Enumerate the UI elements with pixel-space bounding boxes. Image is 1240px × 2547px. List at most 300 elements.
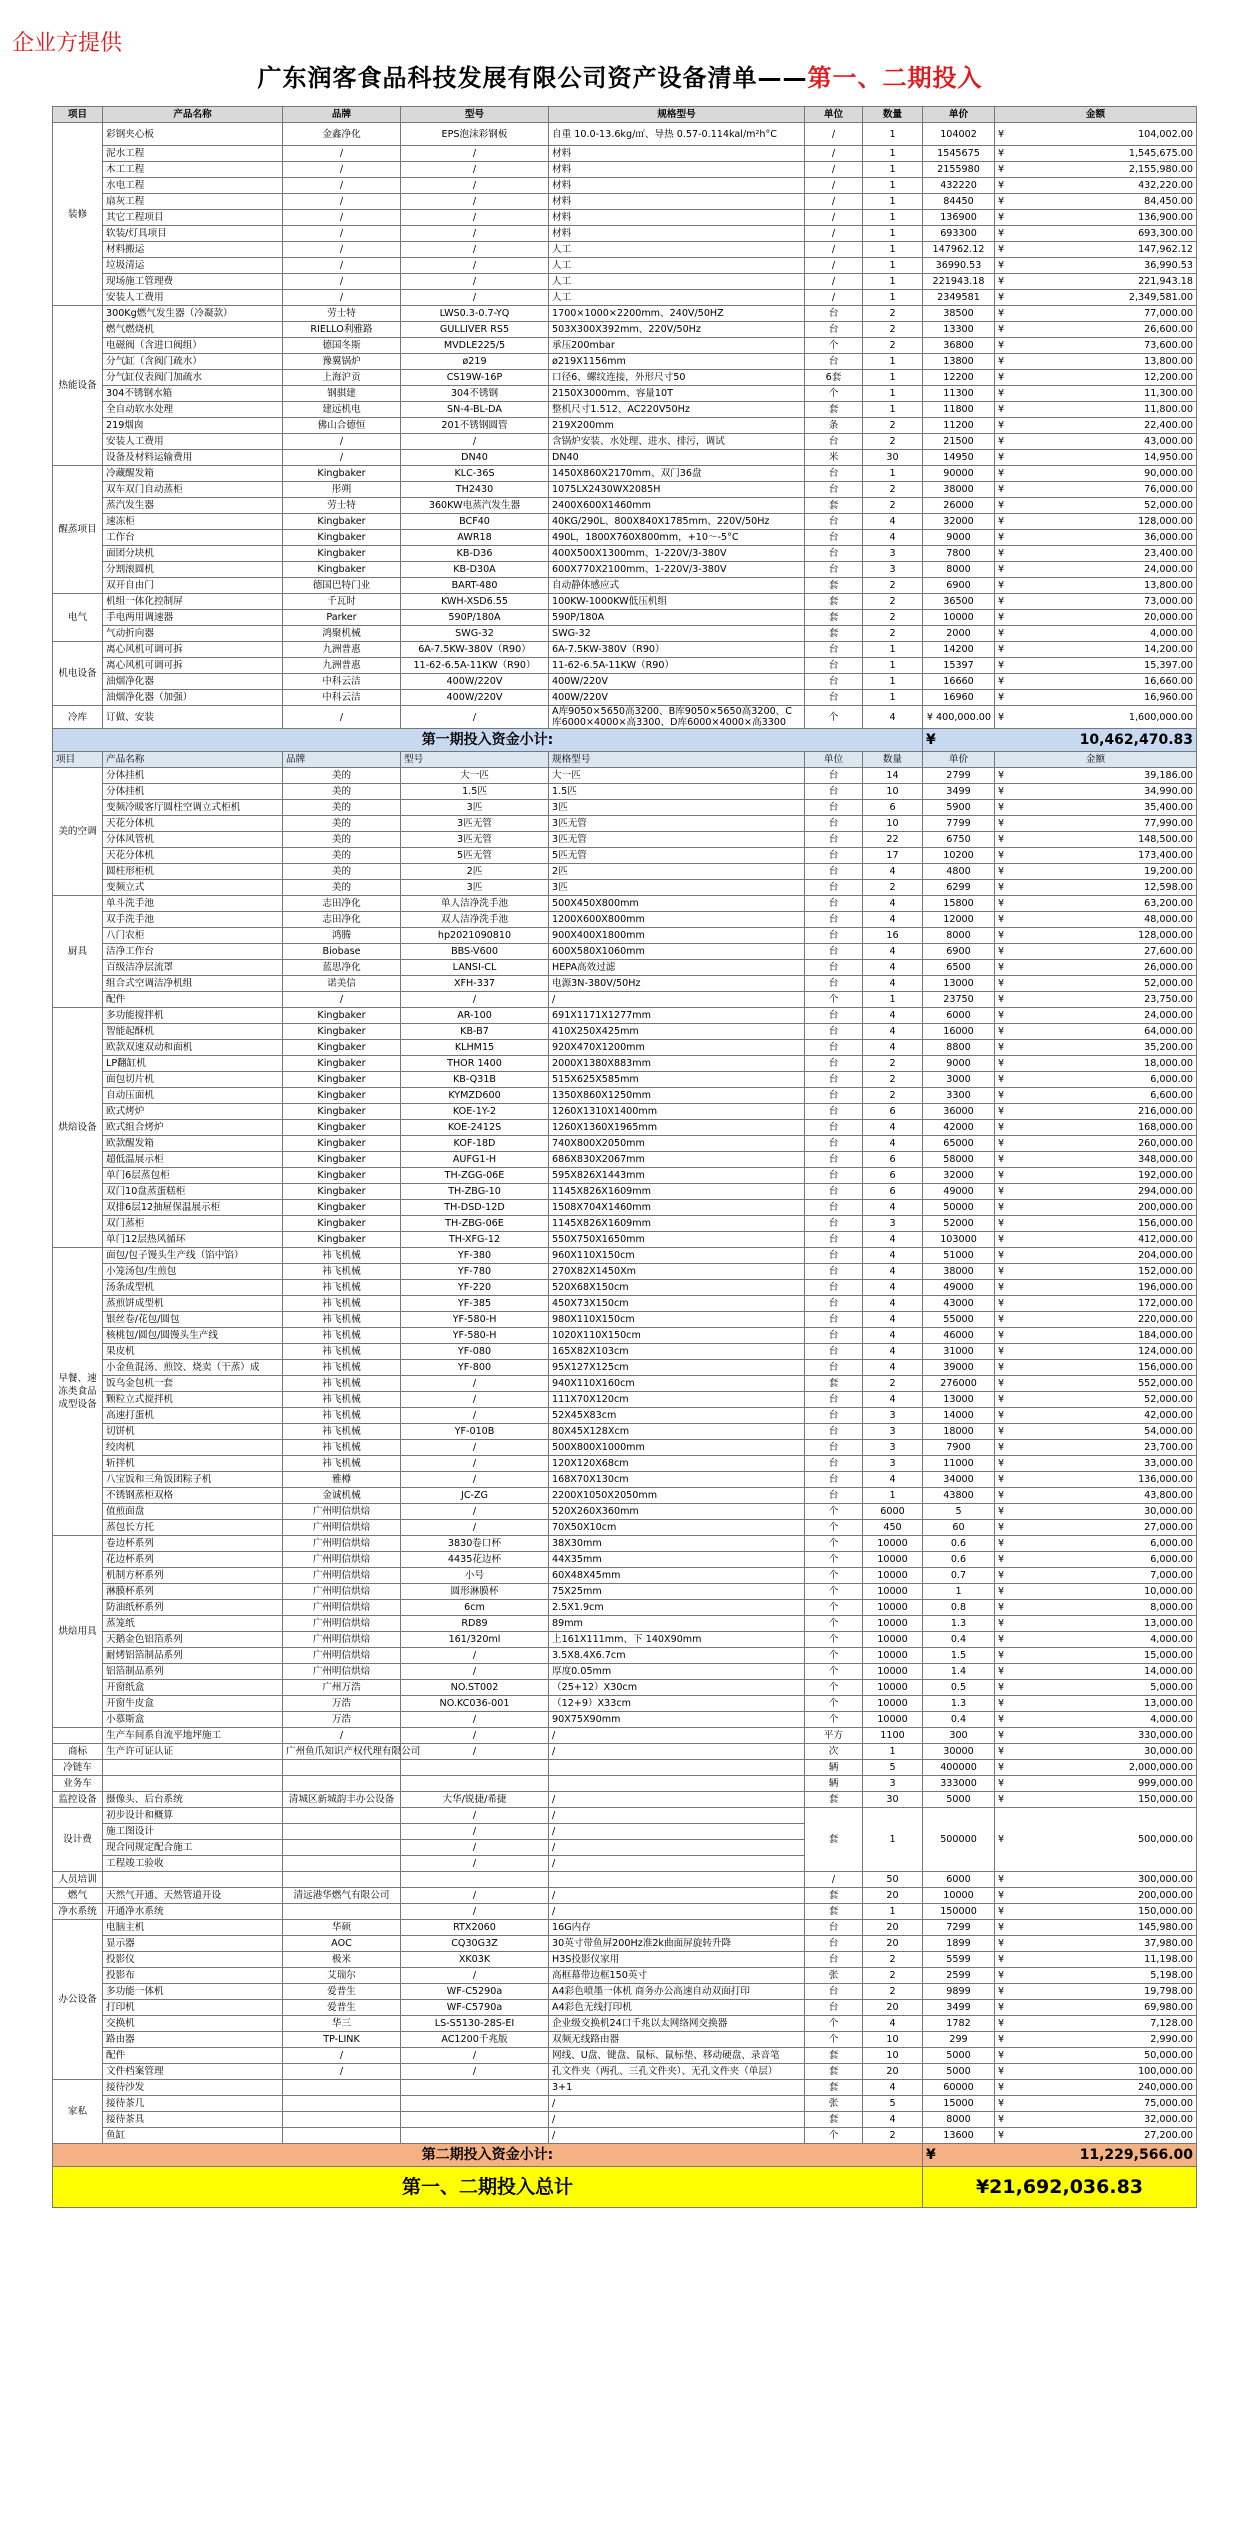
amount (995, 178, 1197, 194)
spec: 2200X1050X2050mm (549, 1488, 805, 1504)
column-header: 规格型号 (549, 752, 805, 768)
currency-symbol: ¥ (998, 628, 1005, 639)
model: TH2430 (401, 482, 549, 498)
quantity: 3 (863, 1440, 923, 1456)
amount-value: 43,000.00 (1144, 436, 1193, 447)
table-row (53, 2000, 1197, 2016)
unit-price: 13000 (923, 976, 995, 992)
quantity: 20 (863, 2000, 923, 2016)
model: JC-ZG (401, 1488, 549, 1504)
amount (995, 2112, 1197, 2128)
model: / (401, 1840, 549, 1856)
unit: 个 (805, 1616, 863, 1632)
column-header: 品牌 (283, 752, 401, 768)
column-header: 单位 (805, 752, 863, 768)
currency-symbol: ¥ (998, 1666, 1005, 1677)
model: 3匹 (401, 800, 549, 816)
unit: 个 (805, 1600, 863, 1616)
brand: 蓝思净化 (283, 960, 401, 976)
currency-symbol: ¥ (998, 1586, 1005, 1597)
spec: 515X625X585mm (549, 1072, 805, 1088)
product-name: 电脑主机 (103, 1920, 283, 1936)
currency-symbol: ¥ (998, 978, 1005, 989)
unit-price: 32000 (923, 514, 995, 530)
model: 6A-7.5KW-380V（R90） (401, 642, 549, 658)
amount-value: 35,400.00 (1144, 802, 1193, 813)
product-name: 生产车间系自流平地坪施工 (103, 1728, 283, 1744)
model: AC1200千兆版 (401, 2032, 549, 2048)
unit-price: 0.8 (923, 1600, 995, 1616)
amount-value: 196,000.00 (1138, 1282, 1193, 1293)
spec: 450X73X150cm (549, 1296, 805, 1312)
currency-symbol: ¥ (998, 1378, 1005, 1389)
table-row (53, 1088, 1197, 1104)
amount-value: 999,000.00 (1138, 1778, 1193, 1789)
unit-price: 333000 (923, 1776, 995, 1792)
table-row (53, 1296, 1197, 1312)
unit: 个 (805, 992, 863, 1008)
spec: 企业级交换机24口千兆以太网络网交换器 (549, 2016, 805, 2032)
brand: 豫翼锅炉 (283, 354, 401, 370)
spec: 1350X860X1250mm (549, 1088, 805, 1104)
product-name: 彩钢夹心板 (103, 123, 283, 146)
amount-value: 19,798.00 (1144, 1986, 1193, 1997)
unit: 台 (805, 2000, 863, 2016)
table-row (53, 1408, 1197, 1424)
quantity: 4 (863, 1360, 923, 1376)
amount (995, 1536, 1197, 1552)
quantity: 1 (863, 258, 923, 274)
amount (995, 258, 1197, 274)
table-row (53, 2128, 1197, 2144)
table-row (53, 194, 1197, 210)
model: 3匹无管 (401, 832, 549, 848)
quantity: 1 (863, 146, 923, 162)
unit: 台 (805, 1248, 863, 1264)
column-header: 金额 (995, 107, 1197, 123)
currency-symbol: ¥ (998, 1314, 1005, 1325)
amount-value: 8,000.00 (1150, 1602, 1193, 1613)
brand: Kingbaker (283, 1152, 401, 1168)
brand (283, 2128, 401, 2144)
unit-price: 26000 (923, 498, 995, 514)
unit-price: 432220 (923, 178, 995, 194)
unit-price: 6500 (923, 960, 995, 976)
amount-value: 500,000.00 (1138, 1834, 1193, 1845)
column-header: 型号 (401, 107, 549, 123)
currency-symbol: ¥ (998, 612, 1005, 623)
product-name: 双门蒸柜 (103, 1216, 283, 1232)
category-cell: 监控设备 (53, 1792, 103, 1808)
table-row (53, 354, 1197, 370)
amount-value: 4,000.00 (1150, 1714, 1193, 1725)
product-name: 防油纸杯系列 (103, 1600, 283, 1616)
unit-price: 21500 (923, 434, 995, 450)
unit-price: 55000 (923, 1312, 995, 1328)
amount (995, 690, 1197, 706)
quantity: 3 (863, 1408, 923, 1424)
brand: / (283, 226, 401, 242)
brand (283, 1856, 401, 1872)
table-row (53, 848, 1197, 864)
product-name: 天然气开通、天然管道开设 (103, 1888, 283, 1904)
brand: Kingbaker (283, 1120, 401, 1136)
unit-price: 23750 (923, 992, 995, 1008)
amount (995, 1808, 1197, 1872)
spec: 1508X704X1460mm (549, 1200, 805, 1216)
unit: 台 (805, 1184, 863, 1200)
unit: 台 (805, 1104, 863, 1120)
product-name: 花边杯系列 (103, 1552, 283, 1568)
currency-symbol: ¥ (998, 356, 1005, 367)
product-name: 分体挂机 (103, 784, 283, 800)
spec: 5匹无管 (549, 848, 805, 864)
quantity: 10 (863, 2032, 923, 2048)
table-row (53, 210, 1197, 226)
quantity: 10000 (863, 1664, 923, 1680)
unit-price: 15000 (923, 2096, 995, 2112)
table-row (53, 690, 1197, 706)
quantity: 1 (863, 1744, 923, 1760)
unit-price: 10000 (923, 610, 995, 626)
currency-symbol: ¥ (998, 500, 1005, 511)
spec: 3匹 (549, 800, 805, 816)
spec: 2400X600X1460mm (549, 498, 805, 514)
brand: Kingbaker (283, 1200, 401, 1216)
currency-symbol: ¥ (998, 1602, 1005, 1613)
brand: 广州明信烘焙 (283, 1664, 401, 1680)
unit: 套 (805, 610, 863, 626)
unit: 台 (805, 1232, 863, 1248)
unit: 台 (805, 1216, 863, 1232)
unit: 个 (805, 1680, 863, 1696)
amount (995, 578, 1197, 594)
model: YF-010B (401, 1424, 549, 1440)
amount-value: 84,450.00 (1144, 196, 1193, 207)
amount (995, 2032, 1197, 2048)
unit-price: 3000 (923, 1072, 995, 1088)
currency-symbol: ¥ (998, 834, 1005, 845)
spec: 740X800X2050mm (549, 1136, 805, 1152)
product-name: 订做、安装 (103, 706, 283, 729)
product-name: 开窗纸盒 (103, 1680, 283, 1696)
amount (995, 642, 1197, 658)
brand: 祎飞机械 (283, 1456, 401, 1472)
table-row (53, 1664, 1197, 1680)
unit-price: 8800 (923, 1040, 995, 1056)
spec: / (549, 1808, 805, 1824)
spec: 自重 10.0-13.6kg/㎡、导热 0.57-0.114kal/m²h°C (549, 123, 805, 146)
amount-value: 6,000.00 (1150, 1554, 1193, 1565)
quantity: 6 (863, 1168, 923, 1184)
amount-value: 13,800.00 (1144, 356, 1193, 367)
model: 11-62-6.5A-11KW（R90） (401, 658, 549, 674)
spec: ø219X1156mm (549, 354, 805, 370)
spec: 75X25mm (549, 1584, 805, 1600)
quantity: 1 (863, 194, 923, 210)
amount (995, 1344, 1197, 1360)
unit: 台 (805, 434, 863, 450)
amount (995, 944, 1197, 960)
amount-value: 39,186.00 (1144, 770, 1193, 781)
unit: 个 (805, 2016, 863, 2032)
unit-price: 49000 (923, 1184, 995, 1200)
currency-symbol: ¥ (998, 676, 1005, 687)
model (401, 2128, 549, 2144)
spec: 89mm (549, 1616, 805, 1632)
spec: / (549, 992, 805, 1008)
model: DN40 (401, 450, 549, 466)
quantity: 20 (863, 2064, 923, 2080)
spec: 500X450X800mm (549, 896, 805, 912)
amount (995, 1952, 1197, 1968)
quantity: 2 (863, 594, 923, 610)
brand: 祎飞机械 (283, 1248, 401, 1264)
quantity: 1100 (863, 1728, 923, 1744)
spec: 材料 (549, 226, 805, 242)
unit: 台 (805, 1488, 863, 1504)
spec: 3匹 (549, 880, 805, 896)
product-name: 双开自由门 (103, 578, 283, 594)
table-row (53, 992, 1197, 1008)
amount (995, 242, 1197, 258)
spec: 整机尺寸1.512、AC220V50Hz (549, 402, 805, 418)
quantity: 1 (863, 162, 923, 178)
product-name: 欧式烤炉 (103, 1104, 283, 1120)
unit: / (805, 1872, 863, 1888)
spec: 孔文件夹（两孔、三孔文件夹）、无孔文件夹（单层） (549, 2064, 805, 2080)
amount (995, 1904, 1197, 1920)
amount-value: 5,000.00 (1150, 1682, 1193, 1693)
spec: HEPA高效过滤 (549, 960, 805, 976)
unit: 套 (805, 2080, 863, 2096)
column-header: 规格型号 (549, 107, 805, 123)
currency-symbol: ¥ (998, 644, 1005, 655)
brand: 爱普生 (283, 2000, 401, 2016)
quantity: 2 (863, 1088, 923, 1104)
table-row (53, 816, 1197, 832)
product-name: 软装/灯具项目 (103, 226, 283, 242)
brand: 千瓦时 (283, 594, 401, 610)
spec: 材料 (549, 210, 805, 226)
model: 5匹无管 (401, 848, 549, 864)
amount-value: 152,000.00 (1138, 1266, 1193, 1277)
brand: 祎飞机械 (283, 1376, 401, 1392)
unit: 个 (805, 1504, 863, 1520)
spec: 3匹无管 (549, 816, 805, 832)
spec: 520X68X150cm (549, 1280, 805, 1296)
currency-symbol: ¥ (998, 580, 1005, 591)
table-row (53, 864, 1197, 880)
spec: 上161X111mm、下 140X90mm (549, 1632, 805, 1648)
amount (995, 1472, 1197, 1488)
currency-symbol: ¥ (998, 692, 1005, 703)
currency-symbol: ¥ (998, 818, 1005, 829)
quantity: 30 (863, 450, 923, 466)
currency-symbol: ¥ (998, 148, 1005, 159)
product-name: 304不锈钢水箱 (103, 386, 283, 402)
brand: Parker (283, 610, 401, 626)
product-name: 接待沙发 (103, 2080, 283, 2096)
table-row (53, 1472, 1197, 1488)
model: SWG-32 (401, 626, 549, 642)
table-row (53, 1120, 1197, 1136)
amount-value: 18,000.00 (1144, 1058, 1193, 1069)
currency-symbol: ¥ (998, 1026, 1005, 1037)
amount (995, 1200, 1197, 1216)
table-row (53, 1040, 1197, 1056)
amount (995, 658, 1197, 674)
currency-symbol: ¥ (998, 1474, 1005, 1485)
currency-symbol: ¥ (998, 882, 1005, 893)
unit: 台 (805, 1440, 863, 1456)
currency-symbol: ¥ (998, 994, 1005, 1005)
unit-price: 0.4 (923, 1712, 995, 1728)
brand: / (283, 258, 401, 274)
table-row (53, 2096, 1197, 2112)
currency-symbol: ¥ (998, 1938, 1005, 1949)
currency-symbol: ¥ (926, 731, 936, 748)
quantity: 3 (863, 562, 923, 578)
quantity: 1 (863, 1904, 923, 1920)
amount-value: 23,400.00 (1144, 548, 1193, 559)
unit: 个 (805, 1664, 863, 1680)
amount-value: 43,800.00 (1144, 1490, 1193, 1501)
currency-symbol: ¥ (998, 1234, 1005, 1245)
spec: 人工 (549, 290, 805, 306)
spec: 3+1 (549, 2080, 805, 2096)
spec: 600X770X2100mm、1-220V/3-380V (549, 562, 805, 578)
unit-price: 3499 (923, 2000, 995, 2016)
unit: 6套 (805, 370, 863, 386)
unit-price: 150000 (923, 1904, 995, 1920)
unit-price: 84450 (923, 194, 995, 210)
unit-price: 10200 (923, 848, 995, 864)
unit-price: 50000 (923, 1200, 995, 1216)
product-name: 组合式空调洁净机组 (103, 976, 283, 992)
amount (995, 1440, 1197, 1456)
brand: 美的 (283, 880, 401, 896)
currency-symbol: ¥ (998, 276, 1005, 287)
model: LANSI-CL (401, 960, 549, 976)
product-name: 单门6层蒸包柜 (103, 1168, 283, 1184)
quantity: 1 (863, 1808, 923, 1872)
model: / (401, 2064, 549, 2080)
spec: 60X48X45mm (549, 1568, 805, 1584)
currency-symbol: ¥ (998, 786, 1005, 797)
quantity: 1 (863, 123, 923, 146)
table-row (53, 482, 1197, 498)
amount (995, 1872, 1197, 1888)
unit-price: 0.5 (923, 1680, 995, 1696)
unit: / (805, 178, 863, 194)
category-cell: 冷链车 (53, 1760, 103, 1776)
model (401, 2080, 549, 2096)
unit-price: 11000 (923, 1456, 995, 1472)
quantity: 4 (863, 864, 923, 880)
currency-symbol: ¥ (998, 898, 1005, 909)
unit-price: 1782 (923, 2016, 995, 2032)
spec: 410X250X425mm (549, 1024, 805, 1040)
spec (549, 1760, 805, 1776)
brand (283, 1904, 401, 1920)
amount (995, 976, 1197, 992)
spec: DN40 (549, 450, 805, 466)
spec: 2000X1380X883mm (549, 1056, 805, 1072)
quantity: 2 (863, 482, 923, 498)
spec: 3.5X8.4X6.7cm (549, 1648, 805, 1664)
unit: 台 (805, 322, 863, 338)
amount-value: 13,000.00 (1144, 1698, 1193, 1709)
product-name: 木工工程 (103, 162, 283, 178)
unit: 台 (805, 466, 863, 482)
unit: 辆 (805, 1776, 863, 1792)
currency-symbol: ¥ (998, 1282, 1005, 1293)
quantity: 6 (863, 800, 923, 816)
unit: 个 (805, 706, 863, 729)
amount (995, 1488, 1197, 1504)
currency-symbol: ¥ (998, 1362, 1005, 1373)
model: KB-D36 (401, 546, 549, 562)
product-name: 离心风机可调可拆 (103, 658, 283, 674)
unit-price: 6000 (923, 1008, 995, 1024)
currency-symbol: ¥ (998, 1970, 1005, 1981)
column-header: 金额 (995, 752, 1197, 768)
product-name: LP翻缸机 (103, 1056, 283, 1072)
spec: / (549, 1728, 805, 1744)
column-header: 型号 (401, 752, 549, 768)
spec: 高框幕带边框150英寸 (549, 1968, 805, 1984)
amount-value: 11,300.00 (1144, 388, 1193, 399)
unit: 套 (805, 1376, 863, 1392)
amount-value: 136,900.00 (1138, 212, 1193, 223)
brand: / (283, 274, 401, 290)
model: / (401, 194, 549, 210)
unit: 台 (805, 514, 863, 530)
model: LS-S5130-28S-EI (401, 2016, 549, 2032)
amount (995, 194, 1197, 210)
model: / (401, 1408, 549, 1424)
unit-price: 18000 (923, 1424, 995, 1440)
unit: 台 (805, 690, 863, 706)
brand: / (283, 194, 401, 210)
amount-value: 173,400.00 (1138, 850, 1193, 861)
amount (995, 1520, 1197, 1536)
table-row (53, 1984, 1197, 2000)
quantity: 10000 (863, 1712, 923, 1728)
spec: 双频无线路由器 (549, 2032, 805, 2048)
unit-price: 693300 (923, 226, 995, 242)
quantity: 1 (863, 466, 923, 482)
amount (995, 706, 1197, 729)
model: KLHM15 (401, 1040, 549, 1056)
brand: Kingbaker (283, 1184, 401, 1200)
quantity: 1 (863, 242, 923, 258)
spec: 70X50X10cm (549, 1520, 805, 1536)
amount (995, 1744, 1197, 1760)
amount-value: 27,600.00 (1144, 946, 1193, 957)
product-name: 小慕斯盒 (103, 1712, 283, 1728)
quantity: 10 (863, 784, 923, 800)
table-row (53, 1360, 1197, 1376)
amount-value: 14,200.00 (1144, 644, 1193, 655)
product-name: 投影仪 (103, 1952, 283, 1968)
column-header: 数量 (863, 752, 923, 768)
currency-symbol: ¥ (998, 1122, 1005, 1133)
unit-price: 13600 (923, 2128, 995, 2144)
amount-value: 156,000.00 (1138, 1218, 1193, 1229)
model: 201不锈钢圆管 (401, 418, 549, 434)
